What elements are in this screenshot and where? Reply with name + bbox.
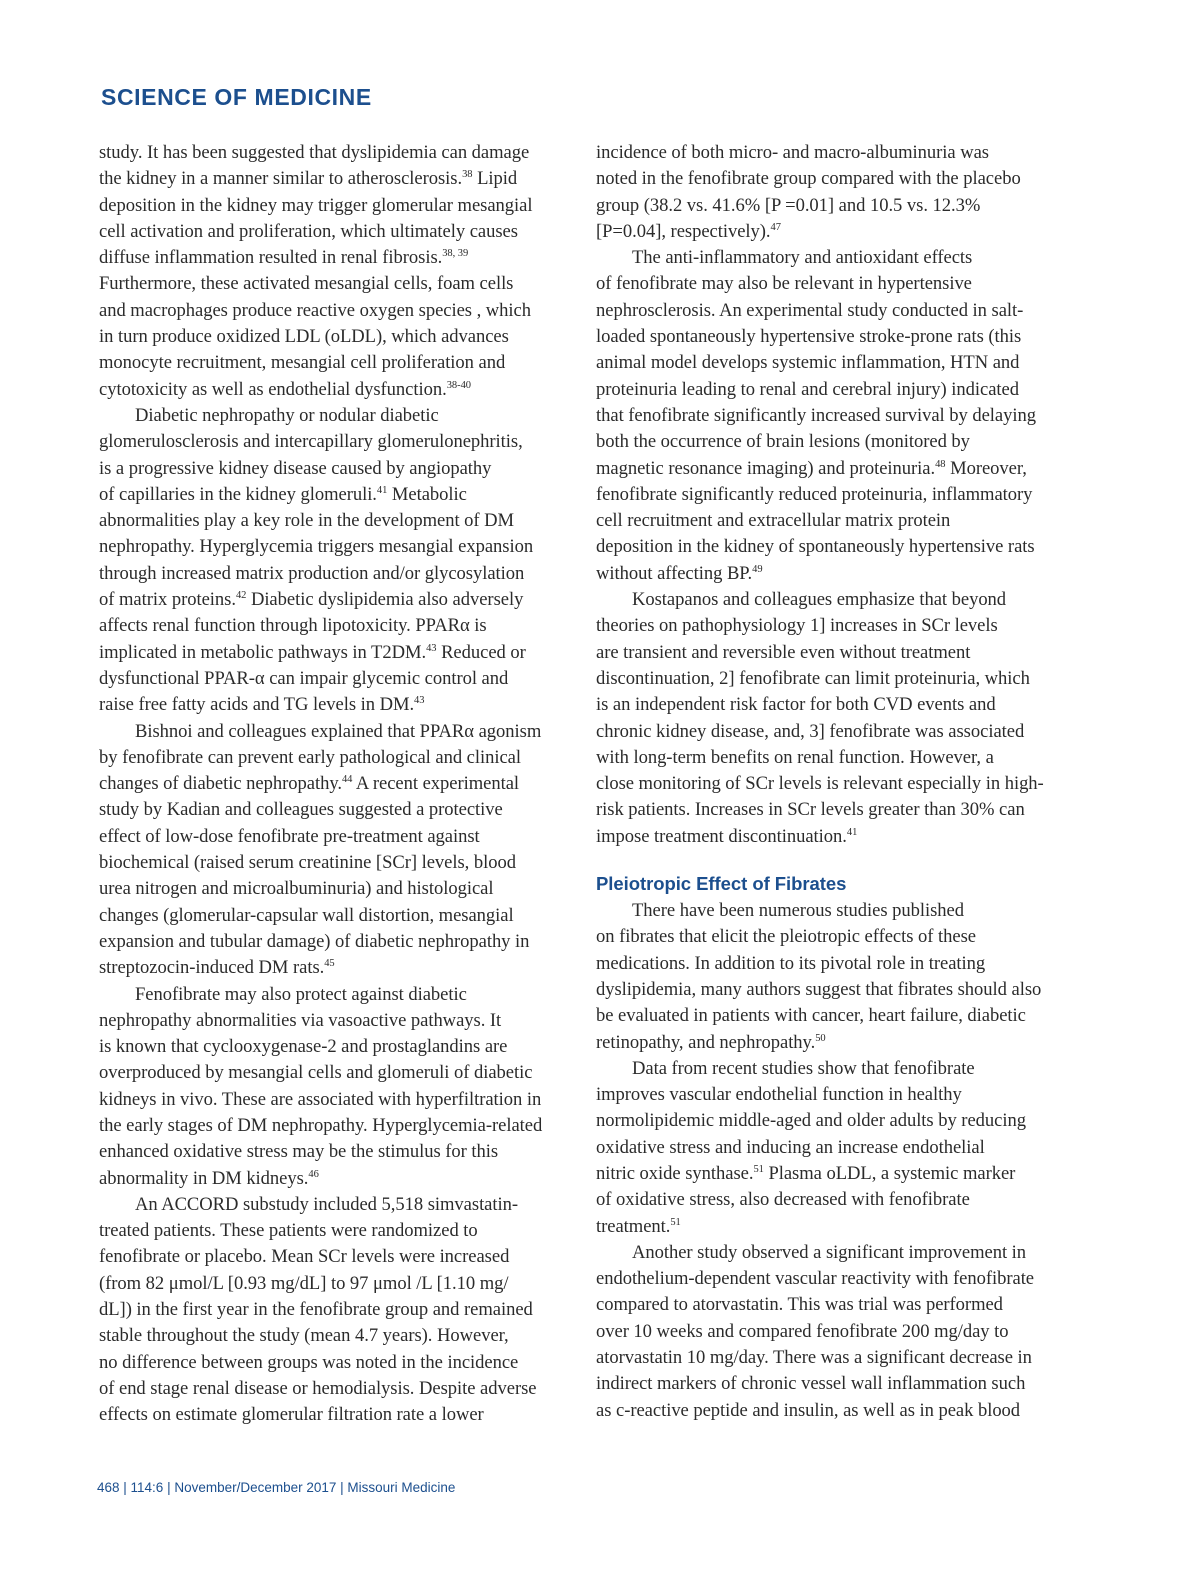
text-line: atorvastatin 10 mg/day. There was a significant decrease in: [596, 1347, 1032, 1369]
text-line: indirect markers of chronic vessel wall inflammation such: [596, 1373, 1026, 1395]
text-line: proteinuria leading to renal and cerebral injury) indicated: [596, 378, 1019, 400]
section-header: SCIENCE OF MEDICINE: [101, 84, 372, 110]
text-line: cell activation and proliferation, which ultimately causes: [99, 220, 518, 242]
text-line: be evaluated in patients with cancer, heart failure, diabetic: [596, 1005, 1026, 1027]
text-line: of oxidative stress, also decreased with fenofibrate: [596, 1189, 970, 1211]
text-line: incidence of both micro- and macro-albuminuria was: [596, 142, 989, 163]
citation-superscript: 41: [376, 484, 388, 496]
text-line: Fenofibrate may also protect against diabetic: [135, 983, 467, 1005]
citation-superscript: 41: [846, 826, 858, 838]
citation-superscript: 38: [462, 169, 473, 181]
text-line: implicated in metabolic pathways in T2DM.$^{43}$ Reduced or: [99, 641, 526, 663]
text-line: magnetic resonance imaging) and proteinuria.$^{48}$ Moreover,: [596, 457, 1027, 479]
citation-superscript: 51: [753, 1163, 764, 1175]
text-line: There have been numerous studies published: [632, 900, 964, 922]
text-line: is an independent risk factor for both CVD events and: [596, 694, 996, 716]
text-line: of matrix proteins.$^{42}$ Diabetic dyslipidemia also adversely: [99, 589, 524, 611]
text-line: enhanced oxidative stress may be the stimulus for this: [99, 1141, 499, 1163]
citation-superscript: 43: [414, 695, 425, 707]
text-line: dysfunctional PPAR-α can impair glycemic control and: [99, 667, 509, 689]
text-line: nephropathy abnormalities via vasoactive pathways. It: [99, 1009, 502, 1031]
citation-superscript: 47: [770, 221, 781, 233]
text-line: of end stage renal disease or hemodialysis. Despite adverse: [99, 1377, 537, 1399]
text-line: dyslipidemia, many authors suggest that fibrates should also: [596, 978, 1042, 1000]
text-line: retinopathy, and nephropathy.$^{50}$: [596, 1031, 826, 1053]
text-line: compared to atorvastatin. This was trial was performed: [596, 1294, 1003, 1316]
text-line: (from 82 μmol/L [0.93 mg/dL] to 97 μmol /L [1.10 mg/: [99, 1272, 509, 1294]
text-line: fenofibrate significantly reduced proteinuria, inflammatory: [596, 483, 1033, 505]
text-line: medications. In addition to its pivotal role in treating: [596, 952, 986, 974]
text-line: noted in the fenofibrate group compared with the placebo: [596, 168, 1021, 190]
text-line: biochemical (raised serum creatinine [SCr] levels, blood: [99, 852, 516, 874]
text-line: by fenofibrate can prevent early pathological and clinical: [99, 746, 521, 768]
text-line: urea nitrogen and microalbuminuria) and histological: [99, 878, 494, 900]
citation-superscript: 44: [341, 774, 353, 786]
text-line: cytotoxicity as well as endothelial dysfunction.$^{38-40}$: [99, 378, 471, 400]
subsection-heading: Pleiotropic Effect of Fibrates: [596, 873, 847, 895]
text-line: as c-reactive peptide and insulin, as well as in peak blood: [596, 1399, 1021, 1421]
text-line: discontinuation, 2] fenofibrate can limit proteinuria, which: [596, 667, 1030, 689]
text-line: no difference between groups was noted in the incidence: [99, 1351, 519, 1373]
text-line: that fenofibrate significantly increased survival by delaying: [596, 404, 1036, 426]
text-line: study. It has been suggested that dyslipidemia can damage: [99, 142, 530, 163]
text-line: affects renal function through lipotoxicity. PPARα is: [99, 615, 487, 637]
text-line: streptozocin-induced DM rats.$^{45}$: [99, 957, 335, 979]
citation-superscript: 45: [324, 958, 335, 970]
citation-superscript: 46: [308, 1168, 319, 1180]
text-line: The anti-inflammatory and antioxidant effects: [632, 247, 973, 269]
text-line: both the occurrence of brain lesions (monitored by: [596, 431, 970, 453]
text-line: of capillaries in the kidney glomeruli.$^{41}$ Metabolic: [99, 483, 467, 505]
text-line: is a progressive kidney disease caused by angiopathy: [99, 457, 492, 479]
text-line: kidneys in vivo. These are associated with hyperfiltration in: [99, 1088, 542, 1110]
text-line: diffuse inflammation resulted in renal fibrosis.$^{38, 39}$: [99, 247, 469, 269]
text-line: stable throughout the study (mean 4.7 years). However,: [99, 1325, 509, 1347]
text-line: dL]) in the first year in the fenofibrate group and remained: [99, 1299, 533, 1321]
citation-superscript: 38, 39: [442, 248, 469, 260]
text-line: effect of low-dose fenofibrate pre-treatment against: [99, 825, 480, 847]
text-line: the early stages of DM nephropathy. Hyperglycemia-related: [99, 1114, 543, 1136]
text-line: impose treatment discontinuation.$^{41}$: [596, 825, 858, 847]
text-line: loaded spontaneously hypertensive stroke-prone rats (this: [596, 326, 1022, 348]
right-column: [596, 140, 1072, 1424]
text-line: of fenofibrate may also be relevant in hypertensive: [596, 273, 972, 295]
text-line: without affecting BP.$^{49}$: [596, 562, 763, 584]
citation-superscript: 43: [426, 642, 437, 654]
text-line: are transient and reversible even without treatment: [596, 641, 971, 663]
text-line: treatment.$^{51}$: [596, 1215, 681, 1237]
text-line: Bishnoi and colleagues explained that PPARα agonism: [135, 720, 542, 742]
text-line: group (38.2 vs. 41.6% [P =0.01] and 10.5 vs. 12.3%: [596, 194, 981, 216]
text-line: monocyte recruitment, mesangial cell proliferation and: [99, 352, 506, 374]
citation-superscript: 48: [935, 458, 946, 470]
text-line: changes (glomerular-capsular wall distortion, mesangial: [99, 904, 514, 926]
text-line: [P=0.04], respectively).$^{47}$: [596, 220, 781, 242]
page-footer: 468 | 114:6 | November/December 2017 | Missouri Medicine: [97, 1480, 456, 1495]
text-line: glomerulosclerosis and intercapillary glomerulonephritis,: [99, 431, 523, 453]
text-line: Furthermore, these activated mesangial cells, foam cells: [99, 273, 514, 295]
text-line: chronic kidney disease, and, 3] fenofibrate was associated: [596, 720, 1025, 742]
text-line: changes of diabetic nephropathy.$^{44}$ A recent experimental: [99, 773, 520, 795]
text-line: Kostapanos and colleagues emphasize that beyond: [632, 589, 1007, 611]
text-line: cell recruitment and extracellular matrix protein: [596, 510, 951, 532]
text-line: An ACCORD substudy included 5,518 simvastatin-: [135, 1193, 519, 1215]
text-line: study by Kadian and colleagues suggested a protective: [99, 799, 503, 821]
text-line: in turn produce oxidized LDL (oLDL), which advances: [99, 326, 509, 348]
text-line: close monitoring of SCr levels is relevant especially in high-: [596, 773, 1044, 795]
text-line: on fibrates that elicit the pleiotropic effects of these: [596, 926, 976, 948]
text-line: and macrophages produce reactive oxygen species , which: [99, 299, 531, 321]
text-line: overproduced by mesangial cells and glomeruli of diabetic: [99, 1062, 533, 1084]
text-line: Diabetic nephropathy or nodular diabetic: [135, 404, 439, 426]
text-line: nephrosclerosis. An experimental study conducted in salt-: [596, 299, 1024, 321]
text-line: abnormalities play a key role in the development of DM: [99, 510, 515, 532]
text-line: with long-term benefits on renal function. However, a: [596, 746, 994, 768]
text-line: is known that cyclooxygenase-2 and prostaglandins are: [99, 1036, 508, 1058]
citation-superscript: 42: [235, 590, 247, 602]
text-line: through increased matrix production and/or glycosylation: [99, 562, 525, 584]
text-line: effects on estimate glomerular filtration rate a lower: [99, 1404, 484, 1426]
text-line: treated patients. These patients were randomized to: [99, 1220, 478, 1242]
section-gap: [596, 850, 1072, 870]
text-line: Another study observed a significant improvement in: [632, 1241, 1027, 1263]
text-line: deposition in the kidney of spontaneously hypertensive rats: [596, 536, 1035, 558]
citation-superscript: 50: [815, 1032, 826, 1044]
text-line: Data from recent studies show that fenofibrate: [632, 1057, 975, 1079]
text-line: abnormality in DM kidneys.$^{46}$: [99, 1167, 319, 1189]
text-line: theories on pathophysiology 1] increases in SCr levels: [596, 615, 998, 637]
text-line: raise free fatty acids and TG levels in DM.$^{43}$: [99, 694, 425, 716]
text-line: over 10 weeks and compared fenofibrate 200 mg/day to: [596, 1320, 1009, 1342]
left-column: [99, 140, 575, 1429]
citation-superscript: 38-40: [446, 379, 471, 391]
text-line: endothelium-dependent vascular reactivity with fenofibrate: [596, 1268, 1035, 1290]
text-line: expansion and tubular damage) of diabetic nephropathy in: [99, 930, 530, 952]
text-line: risk patients. Increases in SCr levels greater than 30% can: [596, 799, 1025, 821]
text-line: oxidative stress and inducing an increase endothelial: [596, 1136, 985, 1158]
text-line: nephropathy. Hyperglycemia triggers mesangial expansion: [99, 536, 534, 558]
text-line: nitric oxide synthase.$^{51}$ Plasma oLDL, a systemic marker: [596, 1162, 1016, 1184]
text-line: animal model develops systemic inflammation, HTN and: [596, 352, 1020, 374]
text-line: improves vascular endothelial function in healthy: [596, 1084, 962, 1106]
citation-superscript: 49: [752, 563, 763, 575]
text-line: deposition in the kidney may trigger glomerular mesangial: [99, 194, 533, 216]
text-line: normolipidemic middle-aged and older adults by reducing: [596, 1110, 1026, 1132]
citation-superscript: 51: [670, 1216, 681, 1228]
text-line: the kidney in a manner similar to atherosclerosis.$^{38}$ Lipid: [99, 168, 518, 190]
text-line: fenofibrate or placebo. Mean SCr levels were increased: [99, 1246, 510, 1268]
